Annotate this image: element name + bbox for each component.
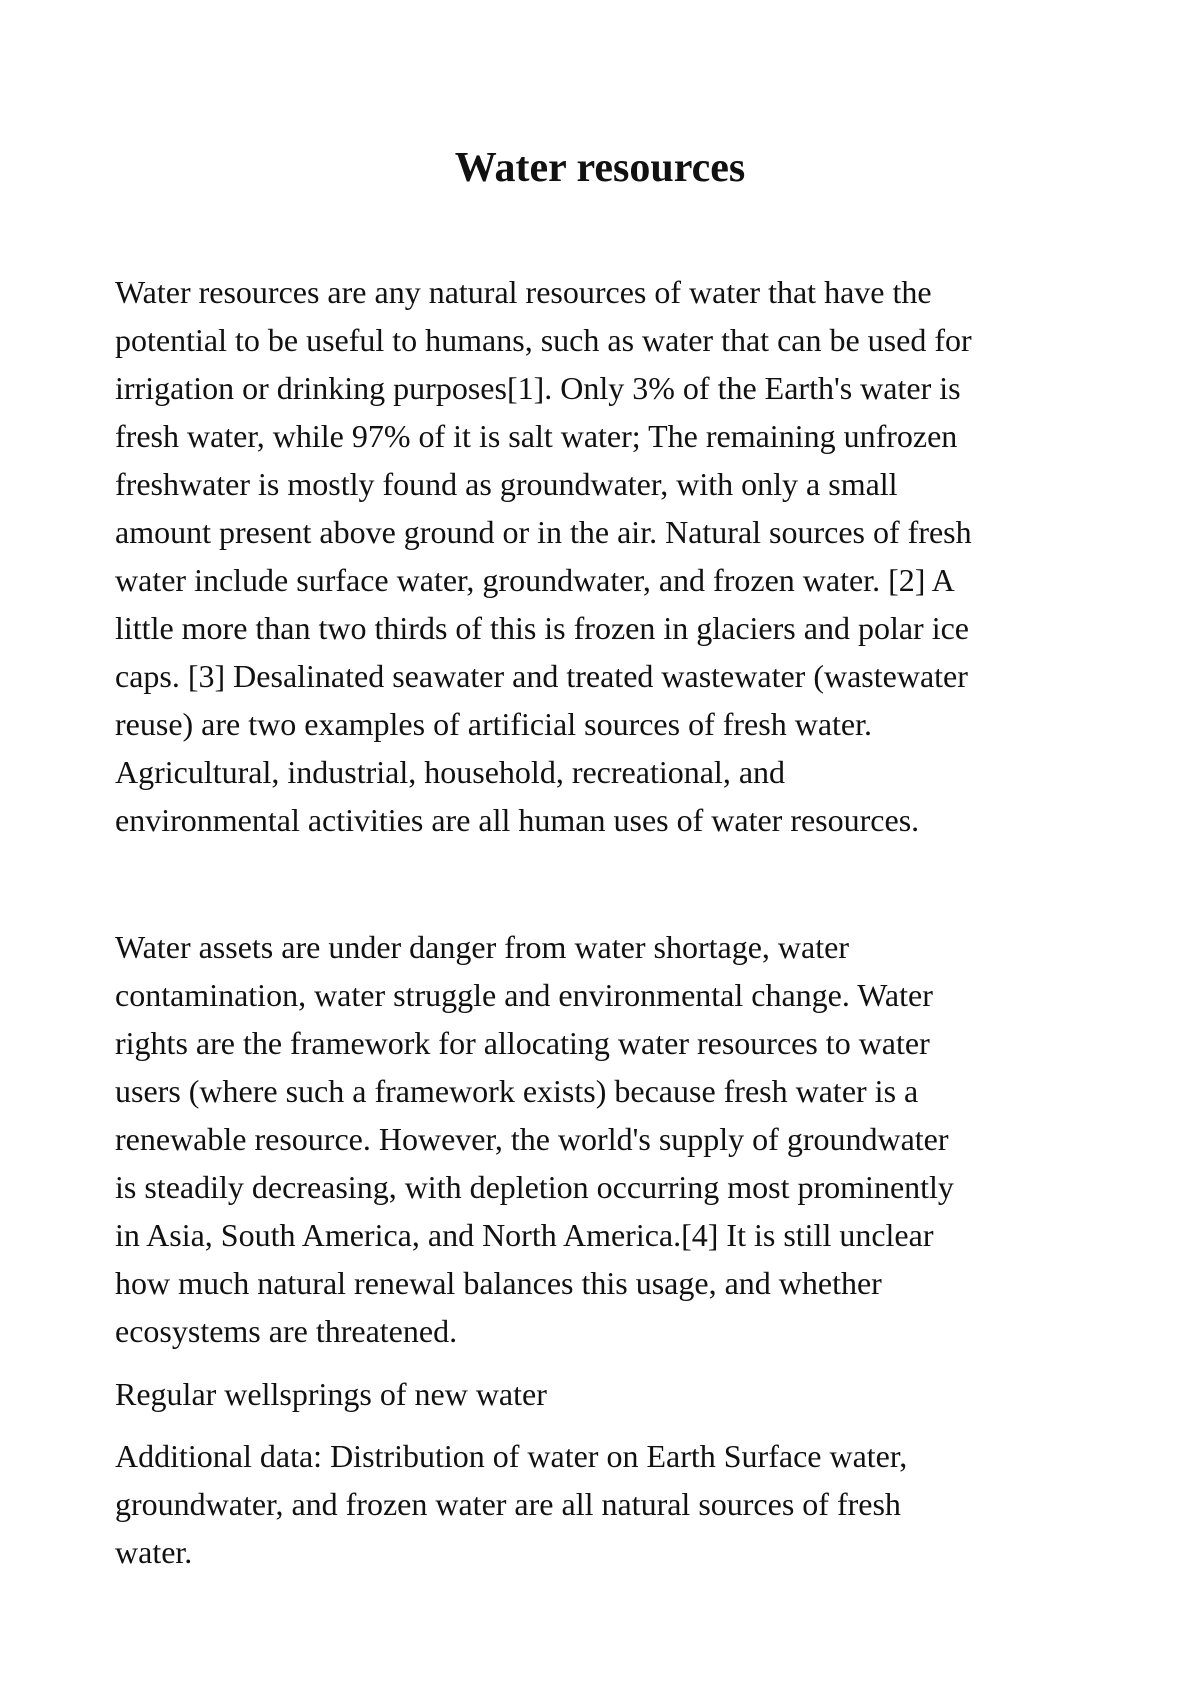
paragraph-heading-sources: Regular wellsprings of new water: [115, 1376, 547, 1412]
paragraph-threats: Water assets are under danger from water shortage, water contamination, water struggle and environmental change. Water rights are the framework for allocating water resources to water users (where such a framework exists) because fresh water is a renewable resource. However, the world's supply of groundwater is steadily decreasing, with depletion occurring most prominently in Asia, South America, and North America.[4] It is still unclear how much natural renewal balances this usage, and whether ecosystems are threatened.: [115, 929, 954, 1349]
paragraph-intro: Water resources are any natural resources of water that have the potential to be useful to humans, such as water that can be used for irrigation or drinking purposes[1]. Only 3% of the Earth's water is fresh water, while 97% of it is salt water; The remaining unfrozen freshwater is mostly found as groundwater, with only a small amount present above ground or in the air. Natural sources of fresh water include surface water, groundwater, and frozen water. [2] A little more than two thirds of this is frozen in glaciers and polar ice caps. [3] Desalinated seawater and treated wastewater (wastewater reuse) are two examples of artificial sources of fresh water. Agricultural, industrial, household, recreational, and environmental activities are all human uses of water resources.: [115, 274, 972, 838]
page-title: Water resources: [454, 145, 746, 191]
paragraph-additional-data: Additional data: Distribution of water on Earth Surface water, groundwater, and frozen water are all natural sources of fresh water.: [115, 1438, 908, 1570]
